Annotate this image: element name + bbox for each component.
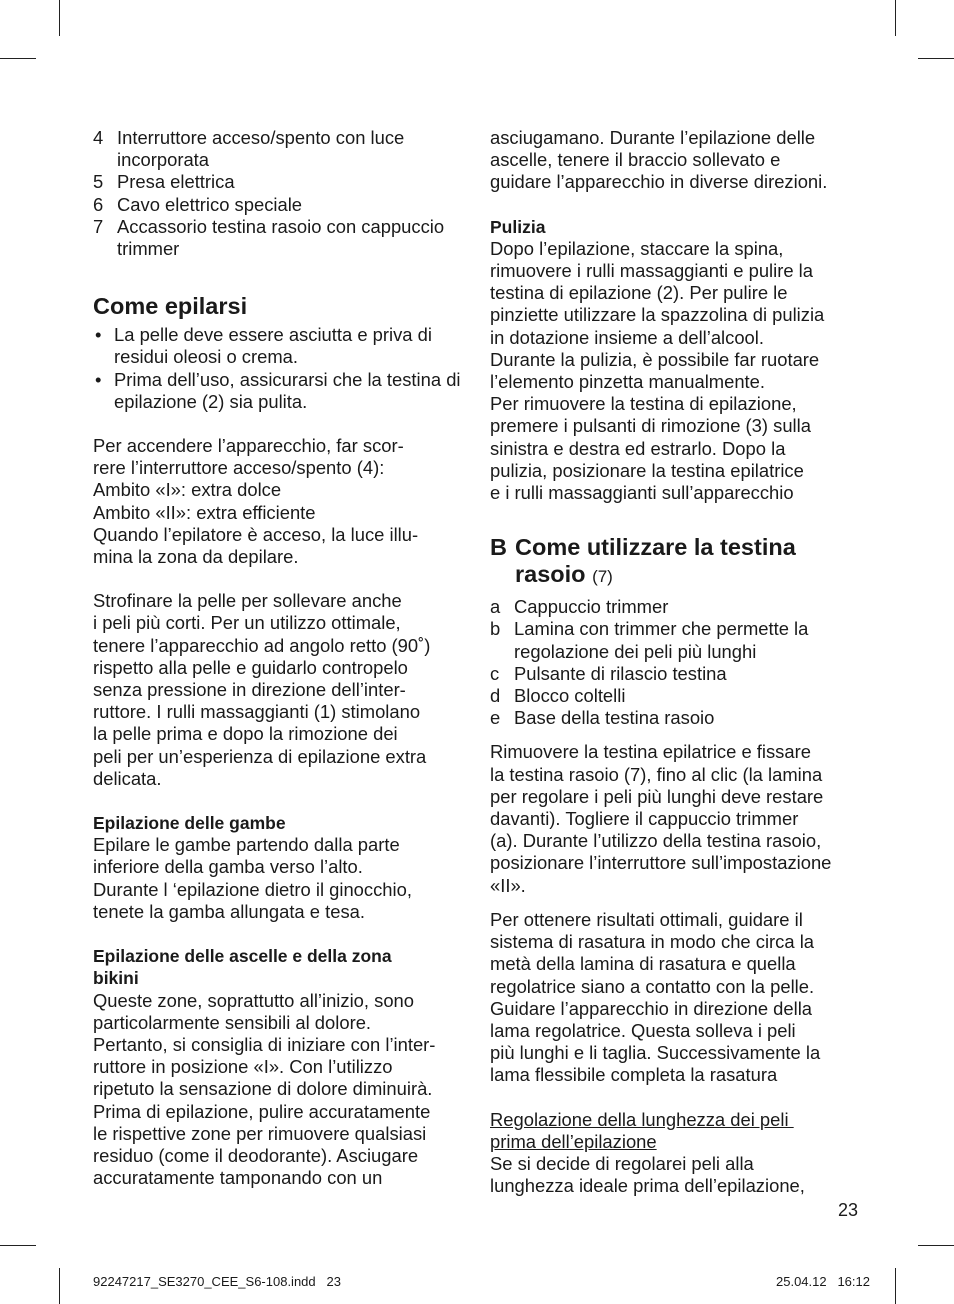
crop-mark	[0, 58, 36, 59]
paragraph-results: Per ottenere risultati ottimali, guidare il sistema di rasatura in modo che circa la metà della lamina di rasatura e quella regolatrice siano a contatto con la pelle. Guidare l’apparecchio in direzione della lama regolatrice. Questa solleva i peli più lunghi e li taglia. Successivamente la lama flessibile completa la rasatura	[490, 908, 821, 1086]
list-item: e Base della testina rasoio	[490, 707, 715, 729]
list-item: d Blocco coltelli	[490, 685, 626, 707]
page-number: 23	[838, 1200, 859, 1220]
footer-file-info: 92247217_SE3270_CEE_S6-108.indd 23	[93, 1274, 341, 1289]
parts-list	[93, 127, 465, 260]
paragraph-continued: asciugamano. Durante l’epilazione delle ascelle, tenere il braccio sollevato e guidare l’apparecchio in diverse direzioni.	[490, 127, 828, 193]
list-item: • La pelle deve essere asciutta e priva di residui oleosi o crema.	[93, 324, 465, 368]
list-item: • Prima dell’uso, assicurarsi che la testina di epilazione (2) sia pulita.	[93, 369, 465, 413]
shaver-parts-list	[490, 596, 862, 729]
crop-mark	[895, 0, 896, 36]
list-item: b Lamina con trimmer che permette la regolazione dei peli più lunghi	[490, 618, 809, 662]
paragraph-adjust: Se si decide di regolarei peli alla lunghezza ideale prima dell’epilazione,	[490, 1152, 805, 1197]
list-item: c Pulsante di rilascio testina	[490, 662, 727, 684]
subheading-legs: Epilazione delle gambe	[93, 813, 286, 834]
crop-mark	[0, 1245, 36, 1246]
paragraph-remove: Rimuovere la testina epilatrice e fissare la testina rasoio (7), fino al clic (la lamina per regolare i peli più lunghi deve restare davanti). Togliere il cappuccio trimmer (a). Durante l’utilizzo della testina rasoio, posizionare l’interruttore sull’impostazione «II».	[490, 741, 832, 896]
footer-date-time: 25.04.12 16:12	[776, 1274, 870, 1289]
subheading-armpits: Epilazione delle ascelle e della zona bikini	[93, 946, 392, 989]
crop-mark	[895, 1268, 896, 1304]
list-item: 5 Presa elettrica	[93, 171, 235, 193]
list-item: 7 Accassorio testina rasoio con cappuccio trimmer	[93, 215, 445, 260]
subheading-adjust: Regolazione della lunghezza dei peli prima dell’epilazione	[490, 1108, 794, 1152]
left-column	[93, 127, 465, 1189]
crop-mark	[59, 1268, 60, 1304]
crop-mark	[918, 1245, 954, 1246]
paragraph-rub: Strofinare la pelle per sollevare anche i peli più corti. Per un utilizzo ottimale, tenere l’apparecchio ad angolo retto (90˚) rispetto alla pelle e guidarlo contropelo senza pressione in direzione dell’inter- ruttore. I rulli massaggianti (1) stimolano la pelle prima e dopo la rimozione dei peli per un’esperienza di epilazione extra delicata.	[93, 590, 431, 789]
crop-mark	[59, 0, 60, 36]
paragraph-switch: Per accendere l’apparecchio, far scor- rere l’interruttore acceso/spento (4): Ambito «I»: extra dolce Ambito «II»: extra efficiente Quando l’epilatore è acceso, la luce illu- mina la zona da depilare.	[93, 435, 419, 568]
section-title: Come epilarsi	[93, 293, 248, 320]
list-item: 4 Interruttore acceso/spento con luce incorporata	[93, 127, 405, 171]
paragraph-armpits: Queste zone, soprattutto all’inizio, sono particolarmente sensibili al dolore. Pertanto, si consiglia di iniziare con l’inter- ruttore in posizione «I». Con l’utilizzo ripetuto la sensazione di dolore diminuirà. Prima di epilazione, pulire accuratamente le rispettive zone per rimuovere qualsiasi residuo (come il deodorante). Asciugare accuratamente tamponando con un	[93, 989, 436, 1189]
right-column	[490, 127, 862, 1197]
bullet-list	[93, 324, 465, 413]
list-item: 6 Cavo elettrico speciale	[93, 193, 303, 215]
crop-mark	[918, 58, 954, 59]
subheading-cleaning: Pulizia	[490, 216, 546, 237]
paragraph-cleaning: Dopo l’epilazione, staccare la spina, rimuovere i rulli massaggianti e pulire la testina di epilazione (2). Per pulire le pinziette utilizzare la spazzolina di pulizia in dotazione insieme a dell’alcool. Durante la pulizia, è possibile far ruotare l’elemento pinzetta manualmente. Per rimuovere la testina di epilazione, premere i pulsanti di rimozione (3) sulla sinistra e destra ed estrarlo. Dopo la pulizia, posizionare la testina epilatrice e i rulli massaggianti sull’apparecchio	[490, 237, 825, 504]
section-b-title: B Come utilizzare la testina rasoio (7)	[490, 534, 796, 588]
paragraph-legs: Epilare le gambe partendo dalla parte inferiore della gamba verso l’alto. Durante l ‘epilazione dietro il ginocchio, tenete la gamba allungata e tesa.	[93, 834, 412, 922]
list-item: a Cappuccio trimmer	[490, 596, 669, 618]
